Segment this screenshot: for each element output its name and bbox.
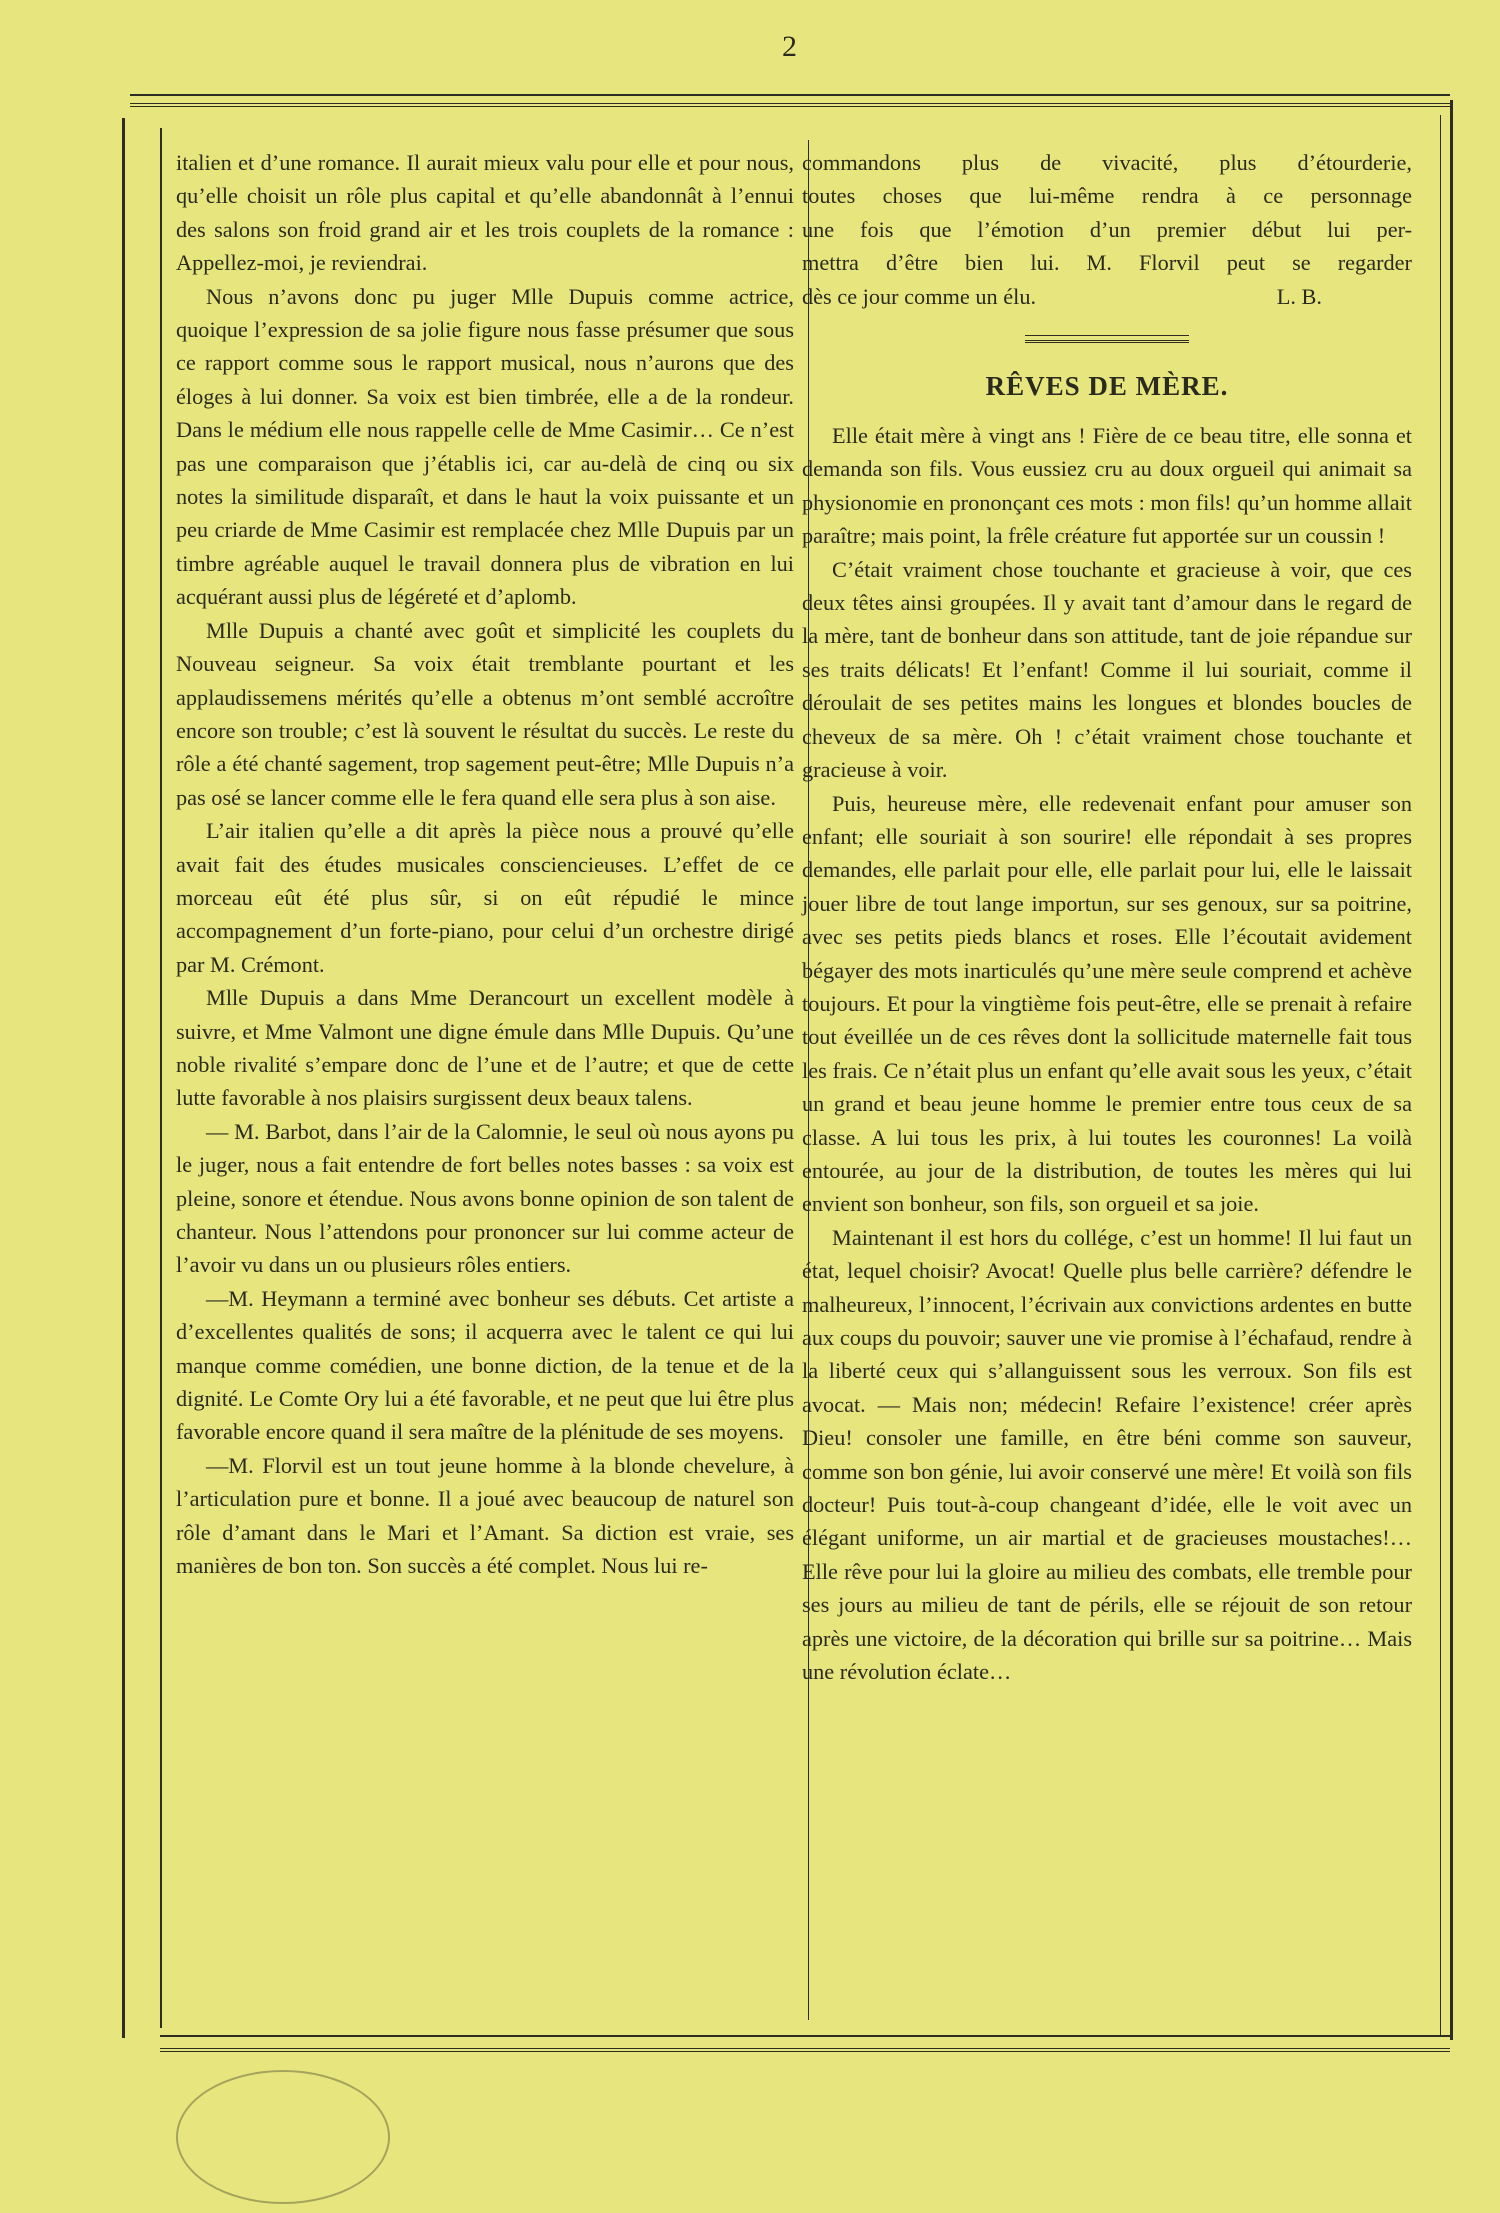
intro-line: une fois que l’émotion d’un premier début lui per-	[802, 216, 1412, 242]
right-paragraph-3: Puis, heureuse mère, elle redevenait enfant pour amuser son enfant; elle souriait à son sourire! elle répondait à ses propres demandes, elle parlait pour elle, elle parlait pour lui, elle le laissait jouer libre de tout lange importun, sur ses genoux, sur sa poitrine, avec ses petits pieds blancs et roses. Elle l’écoutait avidement bégayer des mots inarticulés qu’une mère seule comprend et achève toujours. Et pour la vingtième fois peut-être, elle se prenait à refaire tout éveillée un de ces rêves dont la sollicitude maternelle fait tous les frais. Ce n’était plus un enfant qu’elle avait sous les yeux, c’était un grand et beau jeune homme le premier entre tous ceux de sa classe. A lui tous les prix, à lui toutes les couronnes! La voilà entourée, au jour de la distribution, de toutes les mères qui lui envient son bonheur, son fils, son orgueil et sa joie.	[802, 790, 1412, 1217]
library-stamp	[176, 2070, 390, 2204]
author-signature: L. B.	[1276, 283, 1322, 309]
left-paragraph-8: —M. Florvil est un tout jeune homme à la blonde chevelure, à l’articulation pure et bonne. Il a joué avec beaucoup de naturel son rôle d’amant dans le Mari et l’Amant. Sa diction est vraie, ses manières de bon ton. Son succès a été complet. Nous lui re-	[176, 1452, 794, 1579]
right-paragraph-1: Elle était mère à vingt ans ! Fière de ce beau titre, elle sonna et demanda son fils. Vous eussiez cru au doux orgueil qui animait sa physionomie en prononçant ces mots : mon fils! qu’un homme allait paraître; mais point, la frêle créature fut apportée sur un coussin !	[802, 423, 1412, 549]
bottom-double-rule	[160, 2048, 1450, 2052]
page-number: 2	[782, 30, 798, 63]
intro-line: dès ce jour comme un élu.	[802, 283, 1037, 309]
left-column	[176, 146, 794, 1582]
left-inner-rule	[160, 128, 162, 2028]
intro-line: commandons plus de vivacité, plus d’étourderie,	[802, 150, 1412, 175]
left-paragraph-4: L’air italien qu’elle a dit après la pièce nous a prouvé qu’elle avait fait des études musicales consciencieuses. L’effet de ce morceau eût été plus sûr, si on eût répudié le mince accompagnement d’un forte-piano, pour celui d’un orchestre dirigé par M. Crémont.	[176, 818, 794, 977]
headline-rule	[1025, 335, 1189, 336]
right-paragraph-2: C’était vraiment chose touchante et gracieuse à voir, que ces deux têtes ainsi groupées. Il y avait tant d’amour dans le regard de la mère, tant de bonheur dans son attitude, tant de joie répandue sur ses traits délicats! Et l’enfant! Comme il lui souriait, comme il déroulait de ses petites mains les longues et blondes boucles de cheveux de sa mère. Oh ! c’était vraiment chose touchante et gracieuse à voir.	[802, 556, 1412, 783]
intro-line: toutes choses que lui-même rendra à ce personnage	[802, 183, 1412, 209]
right-paragraph-4: Maintenant il est hors du collége, c’est un homme! Il lui faut un état, lequel choisir? Avocat! Quelle plus belle carrière? défendre le malheureux, l’innocent, l’écrivain aux convictions ardentes en butte aux coups du pouvoir; sauver une vie promise à l’échafaud, rendre à la liberté ceux qui s’allanguissent sous les verroux. Son fils est avocat. — Mais non; médecin! Refaire l’existence! créer après Dieu! consoler une famille, en être béni comme son sauveur, comme son bon génie, lui avoir conservé une mère! Et voilà son fils docteur! Puis tout-à-coup changeant d’idée, elle le voit avec un élégant uniforme, un air martial et de gracieuses moustaches!… Elle rêve pour lui la gloire au milieu des combats, elle tremble pour ses jours au milieu de tant de périls, elle se réjouit de son retour après une victoire, de la décoration qui brille sur sa poitrine… Mais une révolution éclate…	[802, 1224, 1412, 1685]
left-paragraph-7: —M. Heymann a terminé avec bonheur ses débuts. Cet artiste a d’excellentes qualités de sons; il acquerra avec le talent ce qui lui manque comme comédien, une bonne diction, de la tenue et de la dignité. Le Comte Ory lui a été favorable, et ne peut que lui être plus favorable encore quand il sera maître de la plénitude de ses moyens.	[176, 1285, 794, 1445]
article-headline: RÊVES DE MÈRE.	[985, 371, 1229, 402]
right-inner-rule	[1440, 115, 1441, 2035]
left-border-rule	[122, 118, 125, 2038]
left-paragraph-5: Mlle Dupuis a dans Mme Derancourt un excellent modèle à suivre, et Mme Valmont une digne émule dans Mlle Dupuis. Qu’une noble rivalité s’empare donc de l’une et de l’autre; et que de cette lutte favorable à nos plaisirs surgissent deux beaux talens.	[176, 985, 794, 1111]
intro-line: mettra d’être bien lui. M. Florvil peut se regarder	[802, 250, 1412, 276]
top-rule	[130, 94, 1450, 96]
left-paragraph-6: — M. Barbot, dans l’air de la Calomnie, le seul où nous ayons pu le juger, nous a fait entendre de fort belles notes basses : sa voix est pleine, sonore et étendue. Nous avons bonne opinion de son talent de chanteur. Nous l’attendons pour prononcer sur lui comme acteur de l’avoir vu dans un ou plusieurs rôles entiers.	[176, 1118, 794, 1278]
left-paragraph-2: Nous n’avons donc pu juger Mlle Dupuis comme actrice, quoique l’expression de sa jolie figure nous fasse présumer que sous ce rapport comme sous le rapport musical, nous n’aurons que des éloges à lui donner. Sa voix est bien timbrée, elle a de la rondeur. Dans le médium elle nous rappelle celle de Mme Casimir… Ce n’est pas une comparaison que j’établis ici, car au-delà de cinq ou six notes la similitude disparaît, et dans le haut la voix puissante et un peu criarde de Mme Casimir est remplacée chez Mlle Dupuis par un timbre agréable auquel le travail donnera plus de vibration en lui acquérant aussi plus de légéreté et d’aplomb.	[176, 283, 794, 610]
right-column	[802, 146, 1412, 1688]
left-paragraph-1: italien et d’une romance. Il aurait mieux valu pour elle et pour nous, qu’elle choisit un rôle plus capital et qu’elle abandonnât à l’ennui des salons son froid grand air et les trois couplets de la romance : Appellez-moi, je reviendrai.	[176, 150, 794, 276]
bottom-rule	[160, 2035, 1450, 2037]
top-double-rule	[130, 103, 1450, 107]
right-border-rule	[1450, 100, 1453, 2040]
headline-double-rule	[1025, 340, 1189, 343]
left-paragraph-3: Mlle Dupuis a chanté avec goût et simplicité les couplets du Nouveau seigneur. Sa voix était tremblante pourtant et les applaudissemens mérités qu’elle a obtenus m’ont semblé accroître encore son trouble; c’est là souvent le résultat du succès. Le reste du rôle a été chanté sagement, trop sagement peut-être; Mlle Dupuis n’a pas osé se lancer comme elle le fera quand elle sera plus à son aise.	[176, 617, 794, 810]
